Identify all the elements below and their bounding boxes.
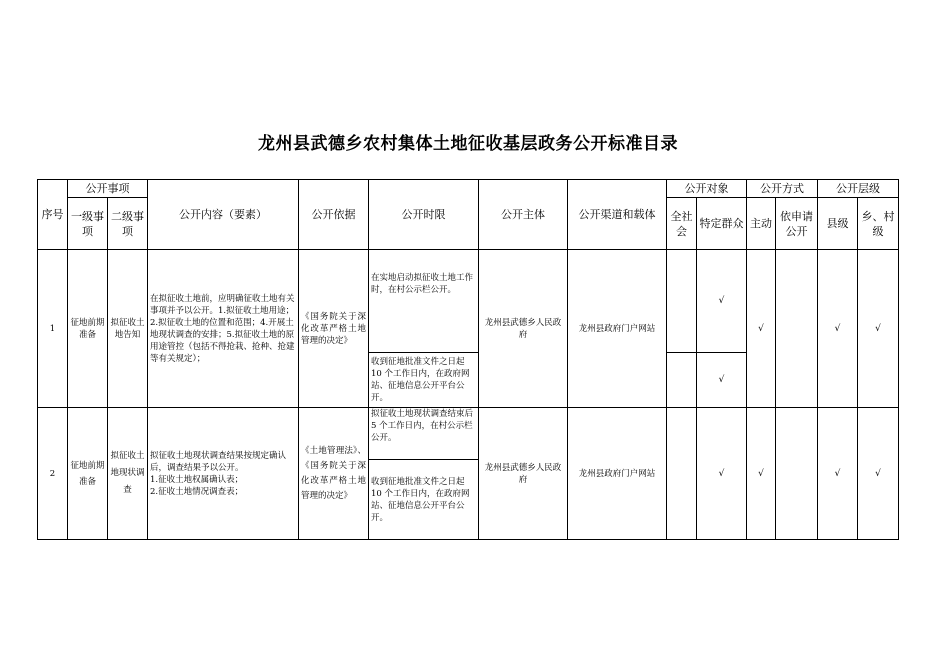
header-time-limit: 公开时限 [369,180,479,250]
row2-town: √ [858,408,899,540]
header-seq: 序号 [38,180,68,250]
header-method-apply: 依申请公开 [776,198,818,250]
header-basis: 公开依据 [299,180,369,250]
row2-seq: 2 [38,408,68,540]
row2-time-b: 收到征地批准文件之日起 10 个工作日内，在政府网站、征地信息公开平台公开。 [369,460,479,540]
row1-target-all-b [667,353,697,408]
row2-active: √ [747,408,776,540]
row1-subject: 龙州县武德乡人民政府 [479,250,568,408]
header-target-specific: 特定群众 [697,198,747,250]
header-level: 公开层级 [818,180,899,198]
header-public-items: 公开事项 [68,180,148,198]
row2-specific: √ [697,408,747,540]
row1-level2: 拟征收土地告知 [108,250,148,408]
header-subject: 公开主体 [479,180,568,250]
row1-channel: 龙州县政府门户网站 [568,250,667,408]
header-content: 公开内容（要素） [148,180,299,250]
row2-level1: 征地前期准备 [68,408,108,540]
row1-specific-b: √ [697,353,747,408]
row1-basis: 《国务院关于深化改革严格土地管理的决定》 [299,250,369,408]
row2-apply [776,408,818,540]
table-row [38,250,899,353]
row2-time-a: 拟征收土地现状调查结束后 5 个工作日内，在村公示栏公开。 [369,408,479,460]
row1-active: √ [747,250,776,408]
row1-level1: 征地前期准备 [68,250,108,408]
header-channel: 公开渠道和载体 [568,180,667,250]
header-method: 公开方式 [747,180,818,198]
row1-specific-a: √ [697,250,747,353]
header-level2: 二级事项 [108,198,148,250]
row1-seq: 1 [38,250,68,408]
row2-subject: 龙州县武德乡人民政府 [479,408,568,540]
row1-apply [776,250,818,408]
header-target-all: 全社会 [667,198,697,250]
catalog-table [37,179,899,540]
row1-content: 在拟征收土地前，应明确征收土地有关事项并予以公开。1.拟征收土地用途；2.拟征收土地的位置和范围；4.开展土地现状调查的安排；5.拟征收土地的原用途管控（包括不得抢栽、抢种、抢建等有关规定）； [148,250,299,408]
row2-basis: 《土地管理法》、《国务院关于深化改革严格土地管理的决定》 [299,408,369,540]
row2-channel: 龙州县政府门户网站 [568,408,667,540]
header-level-town: 乡、村级 [858,198,899,250]
row2-content: 拟征收土地现状调查结果按规定确认后，调查结果予以公开。 1.征收土地权属确认表； 2.征收土地情况调查表； [148,408,299,540]
row2-county: √ [818,408,858,540]
row1-county: √ [818,250,858,408]
table-row [38,408,899,460]
header-row-1 [38,180,899,198]
row1-time-b: 收到征地批准文件之日起 10 个工作日内，在政府网站、征地信息公开平台公开。 [369,353,479,408]
row2-level2: 拟征收土地现状调查 [108,408,148,540]
row2-target-all [667,408,697,540]
row1-time-a: 在实地启动拟征收土地工作时，在村公示栏公开。 [369,250,479,353]
header-level1: 一级事项 [68,198,108,250]
page-title: 龙州县武德乡农村集体土地征收基层政务公开标准目录 [258,134,678,154]
header-level-county: 县级 [818,198,858,250]
header-method-active: 主动 [747,198,776,250]
row1-town: √ [858,250,899,408]
row1-target-all-a [667,250,697,353]
header-target: 公开对象 [667,180,747,198]
